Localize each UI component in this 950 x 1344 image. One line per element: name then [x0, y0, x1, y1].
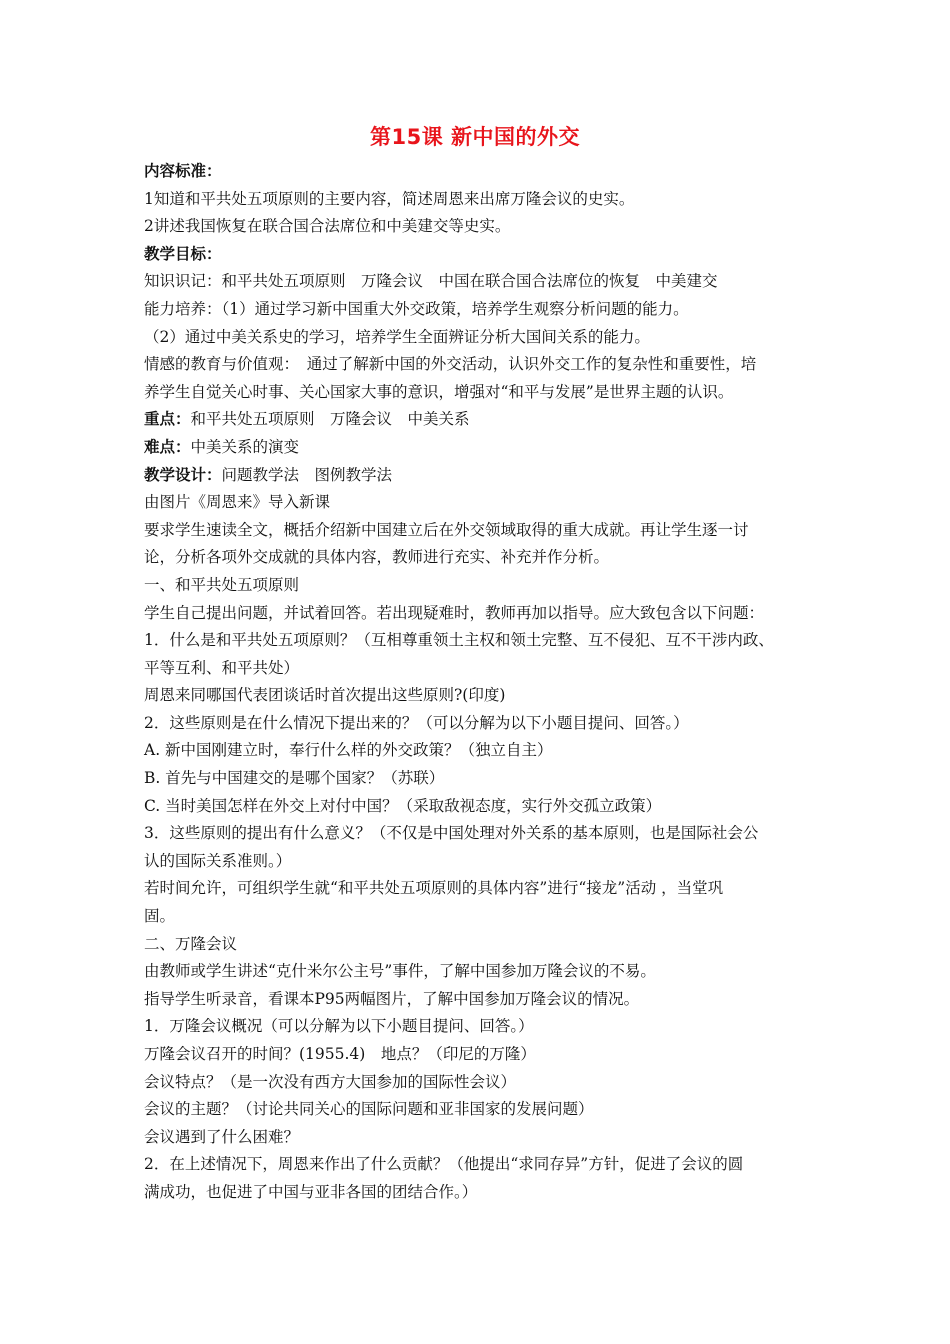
paragraph-line: 会议的主题？（讨论共同关心的国际问题和亚非国家的发展问题） — [144, 1100, 594, 1119]
paragraph-line: 若时间允许，可组织学生就“和平共处五项原则的具体内容”进行“接龙”活动 ，当堂巩 — [144, 879, 724, 898]
paragraph-line: 1．万隆会议概况（可以分解为以下小题目提问、回答。） — [144, 1017, 534, 1036]
paragraph-line: 会议特点？（是一次没有西方大国参加的国际性会议） — [144, 1072, 517, 1091]
paragraph-line: 知识识记：和平共处五项原则 万隆会议 中国在联合国合法席位的恢复 中美建交 — [144, 272, 718, 291]
key-points-line — [144, 406, 824, 434]
difficult-points-text: 中美关系的演变 — [190, 437, 300, 456]
paragraph-line: 情感的教育与价值观： 通过了解新中国的外交活动，认识外交工作的复杂性和重要性，培 — [144, 355, 757, 374]
paragraph-line: 2．在上述情况下，周恩来作出了什么贡献？（他提出“求同存异”方针，促进了会议的圆 — [144, 1155, 744, 1174]
paragraph-line: 要求学生速读全文，概括介绍新中国建立后在外交领域取得的重大成就。再让学生逐一讨 — [144, 520, 749, 539]
paragraph-line: 固。 — [144, 907, 176, 926]
paragraph-line: 周恩来同哪国代表团谈话时首次提出这些原则?(印度) — [144, 686, 506, 705]
paragraph-line: 3．这些原则的提出有什么意义？（不仅是中国处理对外关系的基本原则，也是国际社会公 — [144, 824, 759, 843]
paragraph-line: 学生自己提出问题，并试着回答。若出现疑难时，教师再加以指导。应大致包含以下问题： — [144, 603, 765, 622]
paragraph-line: 1知道和平共处五项原则的主要内容，简述周恩来出席万隆会议的史实。 — [144, 189, 635, 208]
paragraph-line: A. 新中国刚建立时，奉行什么样的外交政策？（独立自主） — [144, 741, 553, 760]
paragraph-line: 满成功，也促进了中国与亚非各国的团结合作。） — [144, 1182, 478, 1201]
section-heading-content-standard: 内容标准： — [144, 162, 222, 180]
paragraph-line: 平等互利、和平共处） — [144, 658, 300, 677]
paragraph-line: C. 当时美国怎样在外交上对付中国？（采取敌视态度，实行外交孤立政策） — [144, 796, 662, 815]
paragraph-line: 养学生自觉关心时事、关心国家大事的意识，增强对“和平与发展”是世界主题的认识。 — [144, 382, 734, 401]
difficult-points-line — [144, 434, 824, 462]
paragraph-line: 指导学生听录音，看课本P95两幅图片，了解中国参加万隆会议的情况。 — [144, 989, 640, 1008]
teaching-design-text: 问题教学法 图例教学法 — [221, 465, 393, 484]
document-body — [144, 158, 824, 1207]
paragraph-line: 论，分析各项外交成就的具体内容，教师进行充实、补充并作分析。 — [144, 548, 610, 567]
paragraph-line: 2讲述我国恢复在联合国合法席位和中美建交等史实。 — [144, 217, 511, 236]
paragraph-line: 能力培养：（1）通过学习新中国重大外交政策，培养学生观察分析问题的能力。 — [144, 299, 689, 318]
section-heading-five-principles: 一、和平共处五项原则 — [144, 575, 300, 594]
difficult-points-label: 难点： — [144, 437, 191, 456]
paragraph-line: 2．这些原则是在什么情况下提出来的？（可以分解为以下小题目提问、回答。） — [144, 713, 689, 732]
paragraph-line: （2）通过中美关系史的学习，培养学生全面辨证分析大国间关系的能力。 — [144, 327, 650, 346]
key-points-text: 和平共处五项原则 万隆会议 中美关系 — [190, 410, 470, 429]
section-heading-teaching-goals: 教学目标： — [144, 244, 222, 263]
paragraph-line: 会议遇到了什么困难？ — [144, 1127, 300, 1146]
section-heading-bandung: 二、万隆会议 — [144, 934, 238, 953]
paragraph-line: 认的国际关系准则。） — [144, 851, 292, 870]
paragraph-line: 由图片《周恩来》导入新课 — [144, 493, 331, 512]
paragraph-line: 由教师或学生讲述“克什米尔公主号”事件，了解中国参加万隆会议的不易。 — [144, 962, 656, 981]
paragraph-line: 万隆会议召开的时间？(1955.4) 地点？（印尼的万隆） — [144, 1045, 536, 1063]
paragraph-line: B. 首先与中国建交的是哪个国家？（苏联） — [144, 769, 445, 788]
teaching-design-line — [144, 462, 824, 490]
teaching-design-label: 教学设计： — [144, 465, 222, 484]
paragraph-line: 1．什么是和平共处五项原则？（互相尊重领土主权和领土完整、互不侵犯、互不干涉内政、 — [144, 631, 774, 650]
key-points-label: 重点： — [144, 410, 191, 429]
lesson-title: 第15课 新中国的外交 — [369, 125, 581, 149]
